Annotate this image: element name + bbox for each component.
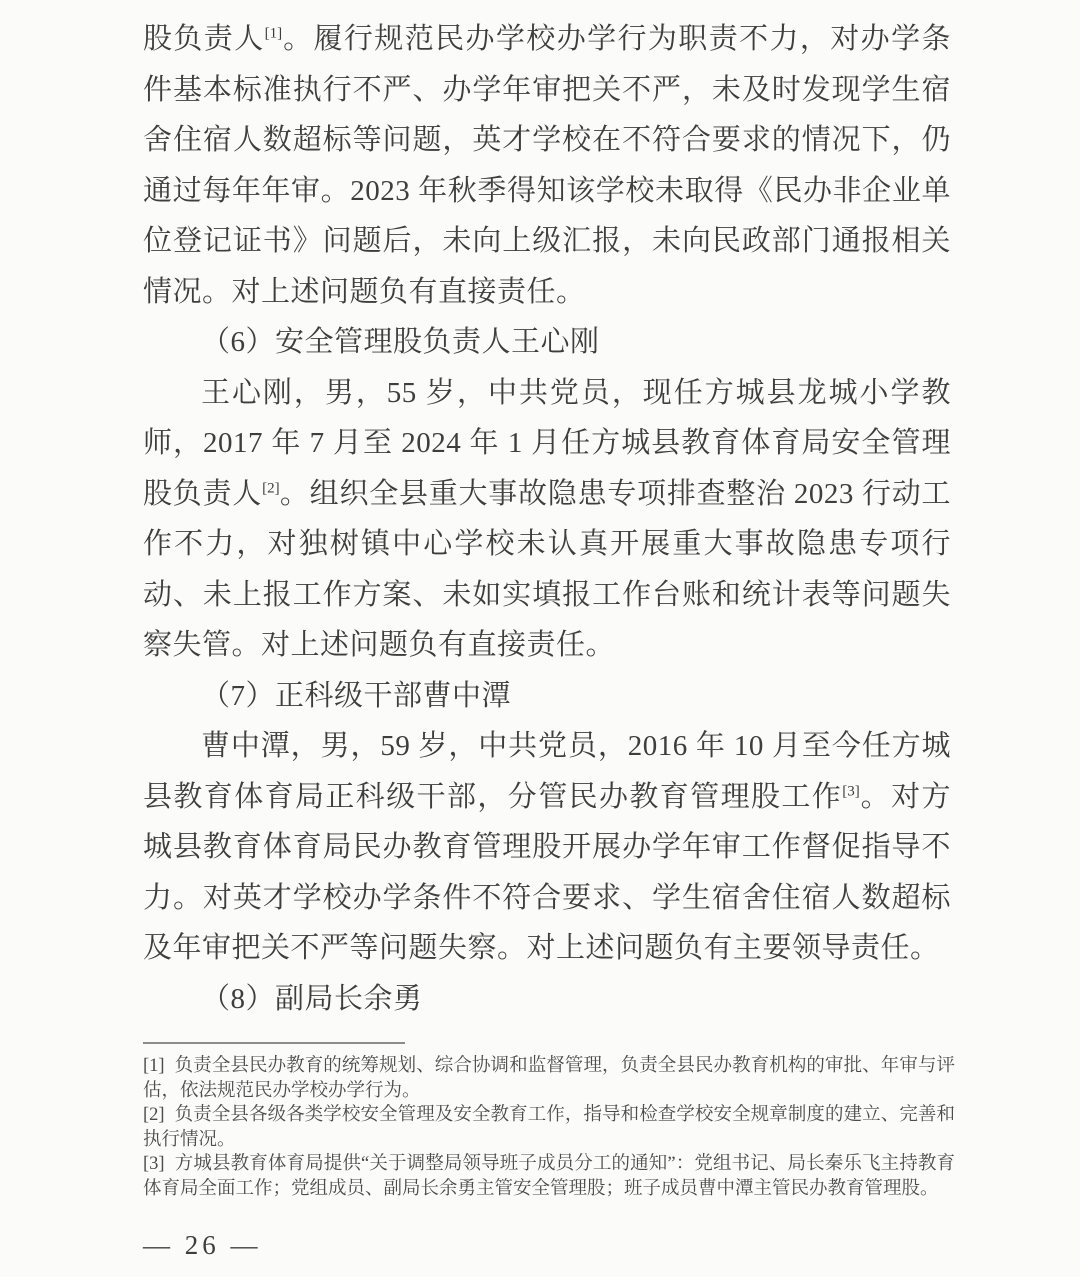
footnote-2 — [143, 1103, 955, 1152]
document-body — [143, 14, 951, 1024]
page-number: — 26 — — [143, 1230, 262, 1260]
paragraph-text: 。对方城县教育体育局民办教育管理股开展办学年审工作督促指导不力。对英才学校办学条件不符合要求、学生宿舍住宿人数超标及年审把关不严等问题失察。对上述问题负有主要领导责任。 — [143, 780, 951, 964]
footnote-area — [143, 1042, 955, 1201]
footnote-1 — [143, 1054, 955, 1103]
footnote-marker: [1] — [143, 1056, 165, 1076]
paragraph-text: 。组织全县重大事故隐患专项排查整治 2023 行动工作不力，对独树镇中心学校未认真开展重大事故隐患专项行动、未上报工作方案、未如实填报工作台账和统计表等问题失察失管。对上述问题负有直接责任。 — [143, 477, 951, 661]
footnote-ref-3: [3] — [842, 782, 860, 799]
footnote-text: 负责全县各级各类学校安全管理及安全教育工作，指导和检查学校安全规章制度的建立、完善和执行情况。 — [143, 1105, 955, 1150]
subsection-heading-7: （7）正科级干部曹中潭 — [201, 679, 512, 712]
footnote-text: 负责全县民办教育的统筹规划、综合协调和监督管理，负责全县民办教育机构的审批、年审与评估，依法规范民办学校办学行为。 — [143, 1056, 955, 1101]
paragraph-continuation — [143, 14, 951, 317]
paragraph-text: 。履行规范民办学校办学行为职责不力，对办学条件基本标准执行不严、办学年审把关不严，未及时发现学生宿舍住宿人数超标等问题，英才学校在不符合要求的情况下，仍通过每年年审。2023 年秋季得知该学校未取得《民办非企业单位登记证书》问题后，未向上级汇报，未向民政部门通报相关情况。对上述问题负有直接责任。 — [143, 23, 951, 308]
paragraph-cao-zhongtan — [143, 721, 951, 974]
paragraph-text: 曹中潭，男，59 岁，中共党员，2016 年 10 月至今任方城县教育体育局正科级干部，分管民办教育管理股工作 — [143, 730, 951, 813]
footnote-text: 方城县教育体育局提供“关于调整局领导班子成员分工的通知”：党组书记、局长秦乐飞主持教育体育局全面工作；党组成员、副局长余勇主管安全管理股；班子成员曹中潭主管民办教育管理股。 — [143, 1154, 955, 1199]
paragraph-wang-xingang — [143, 368, 951, 671]
footnote-separator — [143, 1042, 405, 1044]
paragraph-text: 股负责人 — [143, 23, 265, 55]
footnote-3 — [143, 1152, 955, 1201]
footnote-marker: [3] — [143, 1154, 165, 1174]
footnote-ref-1: [1] — [264, 25, 283, 42]
subsection-heading-8: （8）副局长余勇 — [201, 982, 423, 1015]
subsection-heading-6: （6）安全管理股负责人王心刚 — [201, 326, 600, 358]
footnote-marker: [2] — [143, 1105, 165, 1125]
paragraph-text: 王心刚，男，55 岁，中共党员，现任方城县龙城小学教师，2017 年 7 月至 2024 年 1 月任方城县教育体育局安全管理股负责人 — [143, 376, 951, 510]
footnote-ref-2: [2] — [262, 479, 280, 496]
